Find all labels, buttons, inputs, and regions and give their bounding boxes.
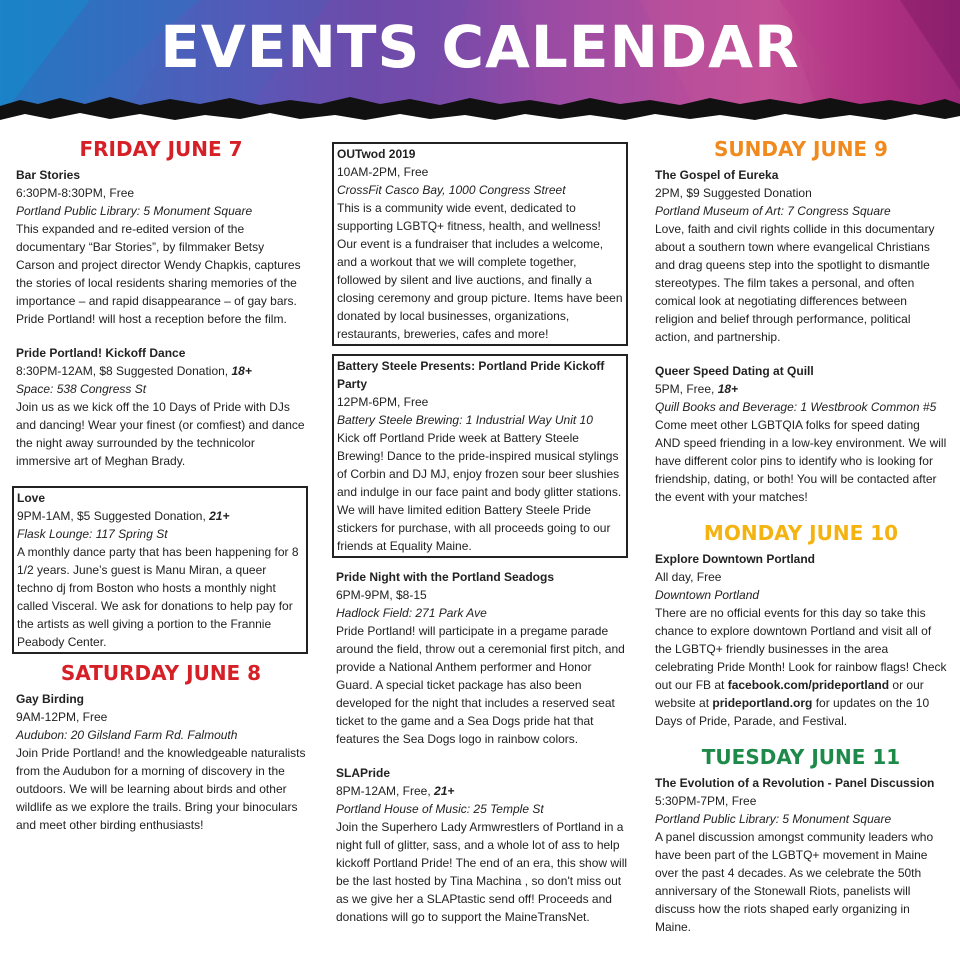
event-description: Come meet other LGBTQIA folks for speed dating AND speed friending in a low-key environment. We will have different color pins to identify who is looking for friendship, dating, or both! You will be contacted after the event with your matches!	[655, 418, 947, 504]
event-time	[336, 782, 628, 800]
page-title: EVENTS CALENDAR	[160, 13, 800, 81]
event-location: CrossFit Casco Bay, 1000 Congress Street	[337, 183, 566, 197]
column-3	[655, 138, 947, 952]
event-seadogs	[332, 568, 628, 748]
day-heading-sunday: SUNDAY JUNE 9	[714, 137, 888, 161]
desc-text: or our website at	[655, 678, 924, 710]
age-badge: 21+	[209, 509, 230, 523]
event-time	[16, 362, 306, 380]
event-love	[12, 486, 308, 654]
event-description: Kick off Portland Pride week at Battery Steele Brewing! Dance to the pride-inspired musical stylings of Corbin and DJ MJ, enjoy frozen sour beer slushies and indulge in our face paint and body glitter stations. We will have limited edition Battery Steele Pride stickers for purchase, with all proceeds going to our friends at Equality Maine.	[337, 431, 622, 553]
event-time: 12PM-6PM, Free	[337, 395, 429, 409]
day-heading-friday: FRIDAY JUNE 7	[79, 137, 243, 161]
event-location: Portland Public Library: 5 Monument Square	[16, 204, 253, 218]
event-time: 5:30PM-7PM, Free	[655, 794, 757, 808]
event-location: Hadlock Field: 271 Park Ave	[336, 606, 487, 620]
event-slapride	[332, 764, 628, 926]
day-heading-tuesday: TUESDAY JUNE 11	[701, 745, 901, 769]
event-location: Portland Museum of Art: 7 Congress Square	[655, 204, 891, 218]
event-time-text: 5PM, Free,	[655, 382, 718, 396]
event-location: Downtown Portland	[655, 588, 760, 602]
event-name: OUTwod 2019	[337, 147, 416, 161]
event-time-text: 8:30PM-12AM, $8 Suggested Donation,	[16, 364, 232, 378]
column-2	[332, 142, 628, 942]
event-time: 6PM-9PM, $8-15	[336, 588, 427, 602]
event-description: Join us as we kick off the 10 Days of Pride with DJs and dancing! Wear your finest (or comfiest) and dance the night away surrounded by the technicolor immersive art of Meghan Brady.	[16, 400, 305, 468]
event-description: This is a community wide event, dedicated to supporting LGBTQ+ fitness, health, and wellness! Our event is a fundraiser that includes a welcome, and a workout that we will complete together, followed by silent and live auctions, and finally a closing ceremony and group picture. Items have been donated by local businesses, organizations, restaurants, breweries, cafes and more!	[337, 201, 623, 341]
event-speed-dating	[655, 362, 947, 506]
event-name: Queer Speed Dating at Quill	[655, 364, 814, 378]
event-time: All day, Free	[655, 570, 722, 584]
event-description	[655, 604, 947, 730]
day-heading-saturday: SATURDAY JUNE 8	[60, 661, 262, 685]
event-name: Explore Downtown Portland	[655, 552, 816, 566]
event-description: A panel discussion amongst community leaders who have been part of the LGBTQ+ movement in Maine over the past 4 decades. As we celebrate the 50th anniversary of the Stonewall Riots, panelists will discuss how the riots shaped early organizing in Maine.	[655, 830, 934, 934]
event-evolution-panel	[655, 774, 947, 936]
event-time: 9AM-12PM, Free	[16, 710, 108, 724]
event-time	[17, 507, 303, 525]
event-time	[655, 380, 947, 398]
event-location: Quill Books and Beverage: 1 Westbrook Common #5	[655, 400, 937, 414]
website-link[interactable]: prideportland.org	[712, 696, 813, 710]
day-heading-monday: MONDAY JUNE 10	[703, 521, 899, 545]
torn-edge	[0, 92, 960, 138]
event-name: Pride Night with the Portland Seadogs	[336, 570, 555, 584]
event-time: 6:30PM-8:30PM, Free	[16, 186, 135, 200]
facebook-link[interactable]: facebook.com/prideportland	[727, 678, 890, 692]
event-name: Love	[17, 491, 46, 505]
event-location: Audubon: 20 Gilsland Farm Rd. Falmouth	[16, 728, 238, 742]
event-location: Space: 538 Congress St	[16, 382, 147, 396]
event-explore-downtown	[655, 550, 947, 730]
event-description: Love, faith and civil rights collide in this documentary about a southern town where evangelical Christians and drag queens step into the spotlight to dismantle stereotypes. The film takes a personal, and often comical look at negotiating differences between religion and belief through performance, political action, and partnership.	[655, 222, 935, 344]
event-gospel-of-eureka	[655, 166, 947, 346]
event-gay-birding	[16, 690, 306, 834]
event-time-text: 8PM-12AM, Free,	[336, 784, 435, 798]
age-badge: 18+	[231, 364, 252, 378]
event-description: This expanded and re-edited version of the documentary “Bar Stories”, by filmmaker Betsy Carson and project director Wendy Chapkis, captures the stories of local residents sharing memories of the importance – and rapid disappearance – of gay bars. Pride Portland! will host a reception before the film.	[16, 222, 301, 326]
event-name: SLAPride	[336, 766, 391, 780]
event-time: 2PM, $9 Suggested Donation	[655, 186, 812, 200]
event-bar-stories	[16, 166, 306, 328]
event-name: Bar Stories	[16, 168, 81, 182]
event-location: Portland Public Library: 5 Monument Square	[655, 812, 892, 826]
event-kickoff-dance	[16, 344, 306, 470]
event-description: Pride Portland! will participate in a pregame parade around the field, throw out a ceremonial first pitch, and provide a National Anthem performer and Honor Guard. A special ticket package has also been developed for the night that includes a reserved seat ticket to the game and a Sea Dogs pride hat that features the Sea Dogs logo in rainbow colors.	[336, 624, 625, 746]
event-battery-steele	[332, 354, 628, 558]
age-badge: 21+	[434, 784, 455, 798]
event-outwod	[332, 142, 628, 346]
event-location: Portland House of Music: 25 Temple St	[336, 802, 544, 816]
desc-text: There are no official events for this day so take this chance to explore downtown Portland and visit all of the LGBTQ+ friendly businesses in the area celebrating Pride Month! Look for rainbow flags! Check out our FB at	[655, 606, 947, 692]
event-name: Battery Steele Presents: Portland Pride Kickoff Party	[337, 359, 605, 391]
event-name: Gay Birding	[16, 692, 85, 706]
event-description: Join Pride Portland! and the knowledgeable naturalists from the Audubon for a morning of discovery in the outdoors. We will be learning about birds and other wildlife as we explore the trails. Bring your binoculars and meet other birding enthusiasts!	[16, 746, 306, 832]
event-location: Battery Steele Brewing: 1 Industrial Way Unit 10	[337, 413, 593, 427]
event-name: The Gospel of Eureka	[655, 168, 779, 182]
event-name: The Evolution of a Revolution - Panel Discussion	[655, 776, 935, 790]
desc-text: for updates on the 10 Days of Pride, Parade, and Festival.	[655, 696, 930, 728]
event-name: Pride Portland! Kickoff Dance	[16, 346, 186, 360]
event-description: A monthly dance party that has been happening for 8 1/2 years. June’s guest is Manu Miran, a queer techno dj from Boston who hosts a monthly night called Visceral. We ask for donations to help pay for the artists as well giving a portion to the Frannie Peabody Center.	[17, 545, 299, 649]
column-1	[16, 138, 306, 850]
event-time: 10AM-2PM, Free	[337, 165, 429, 179]
event-description: Join the Superhero Lady Armwrestlers of Portland in a night full of glitter, sass, and a whole lot of ass to help kickoff Portland Pride! The end of an era, this show will be the last hosted by Tina Machina , so don't miss out as we give her a SLAPtastic send off! Proceeds and donations will go to support the MaineTransNet.	[336, 820, 628, 924]
age-badge: 18+	[717, 382, 739, 396]
event-location: Flask Lounge: 117 Spring St	[17, 527, 168, 541]
event-time-text: 9PM-1AM, $5 Suggested Donation,	[17, 509, 210, 523]
